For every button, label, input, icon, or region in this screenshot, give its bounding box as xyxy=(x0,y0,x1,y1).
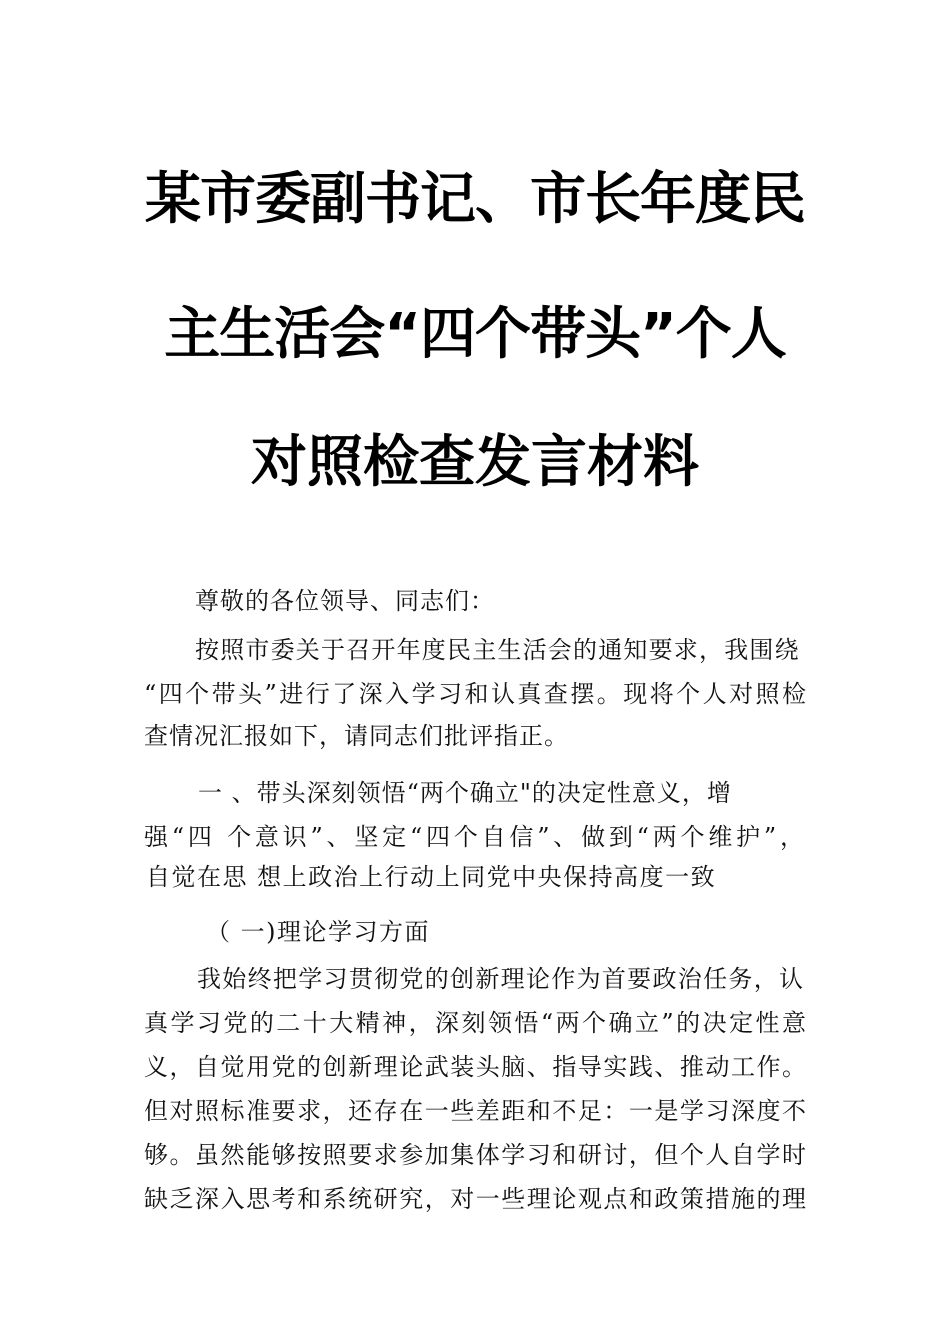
intro-line-2: “四个带头”进行了深入学习和认真查摆。现将个人对照检 xyxy=(144,680,806,708)
document-title-line-3: 对照检查发言材料 xyxy=(251,430,699,495)
body-line-4: 但对照标准要求，还存在一些差距和不足：一是学习深度不 xyxy=(144,1097,806,1125)
subsection-heading: （ 一)理论学习方面 xyxy=(206,918,430,946)
intro-line-3: 查情况汇报如下，请同志们批评指正。 xyxy=(144,722,569,750)
body-line-6: 缺乏深入思考和系统研究，对一些理论观点和政策措施的理 xyxy=(144,1185,806,1213)
salutation: 尊敬的各位领导、同志们： xyxy=(195,587,495,615)
document-title-line-1: 某市委副书记、市长年度民 xyxy=(145,167,805,232)
body-line-5: 够。虽然能够按照要求参加集体学习和研讨，但个人自学时 xyxy=(144,1141,806,1169)
section-heading-line-3: 自觉在思 想上政治上行动上同党中央保持高度一致 xyxy=(146,863,717,891)
body-line-3: 义，自觉用党的创新理论武装头脑、指导实践、推动工作。 xyxy=(144,1053,806,1081)
intro-line-1: 按照市委关于召开年度民主生活会的通知要求，我围绕 xyxy=(195,636,800,664)
section-heading-line-1: 一 、带头深刻领悟“两个确立"的决定性意义，增 xyxy=(198,779,732,807)
body-line-2: 真学习党的二十大精神，深刻领悟“两个确立”的决定性意 xyxy=(144,1009,806,1037)
body-line-1: 我始终把学习贯彻党的创新理论作为首要政治任务，认 xyxy=(197,965,803,993)
document-title-line-2: 主生活会“四个带头”个人 xyxy=(164,302,786,367)
section-heading-line-2: 强“四 个意识”、坚定“四个自信”、做到“两个维护”， xyxy=(144,823,804,851)
